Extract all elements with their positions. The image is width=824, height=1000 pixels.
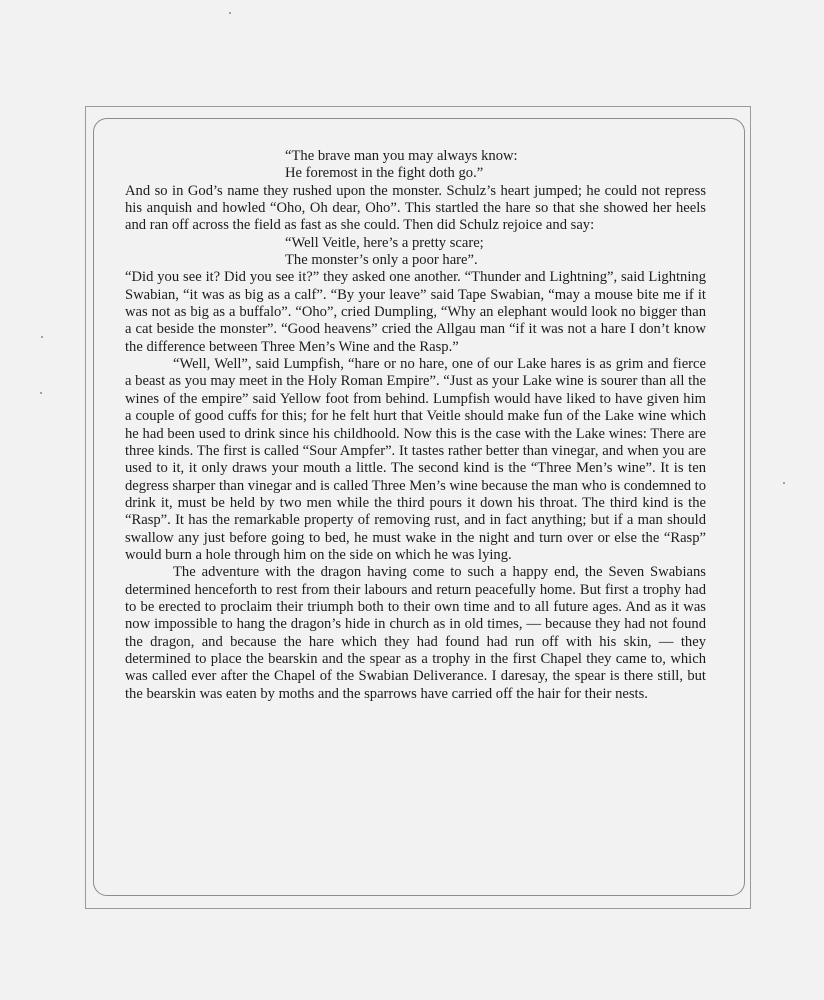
paragraph-lake-wines: “Well, Well”, said Lumpfish, “hare or no hare, one of our Lake hares is as grim and fierce a beast as you may meet in the Holy Roman Empire”. “Just as your Lake wine is sourer than all the wines of the empire” said Yellow foot from behind. Lumpfish would have liked to have given him a couple of good cuffs for this; for he felt hurt that Veitle should make fun of the Lake wine which he had been used to drink since his childhoold. Now this is the case with the Lake wines: There are three kinds. The first is called “Sour Ampfer”. It tastes rather better than vinegar, and when you are used to it, it only draws your mouth a little. The second kind is the “Three Men’s wine”. It is ten degress sharper than vinegar and is called Three Men’s wine because the man who is condemned to drink it, must be held by two men while the third pours it down his throat. The third kind is the “Rasp”. It has the remarkable property of removing rust, and in fact anything; but if a man should swallow any just before going to bed, he must wake in the night and turn over or else the “Rasp” would burn a hole through him on the side on which he was lying. [125,356,706,563]
verse-line: He foremost in the fight doth go.” [285,165,484,182]
paper-speck [40,392,42,394]
paragraph-did-you-see-it: “Did you see it? Did you see it?” they asked one another. “Thunder and Lightning”, said Lightning Swabian, “it was as big as a calf”. “By your leave” said Tape Swabian, “may a mouse bite me if it was not as big as a buffalo”. “Oho”, cried Dumpling, “Why an elephant would look no bigger than a cat beside the monster”. “Good heavens” cried the Allgau man “if it was not a hare I don’t know the difference between Three Men’s Wine and the Rasp.” [125,269,706,355]
page-text [125,148,706,703]
paragraph-monster-attack: And so in God’s name they rushed upon the monster. Schulz’s heart jumped; he could not repress his anquish and howled “Oho, Oh dear, Oho”. This startled the hare so that she showed her heels and ran off across the field as fast as she could. Then did Schulz rejoice and say: [125,182,706,234]
verse-line: “Well Veitle, here’s a pretty scare; [285,234,484,251]
paper-speck [229,12,231,14]
verse-brave-man [125,148,706,183]
verse-line: “The brave man you may always know: [285,148,518,164]
verse-line: The monster’s only a poor hare”. [285,252,478,269]
verse-veitle [125,235,706,270]
paper-speck [41,336,43,338]
paper-speck [783,482,785,484]
paragraph-trophy: The adventure with the dragon having come to such a happy end, the Seven Swabians determined henceforth to rest from their labours and return peacefully home. But first a trophy had to be erected to proclaim their triumph both to their own time and to all future ages. And as it was now impossible to hang the dragon’s hide in church as in old times, — because they had not found the dragon, and because the hare which they had found had run off with his skin, — they determined to place the bearskin and the spear as a trophy in the first Chapel they came to, which was called ever after the Chapel of the Swabian Deliverance. I daresay, the spear is there still, but the bearskin was eaten by moths and the sparrows have carried off the hair for their nests. [125,564,706,702]
